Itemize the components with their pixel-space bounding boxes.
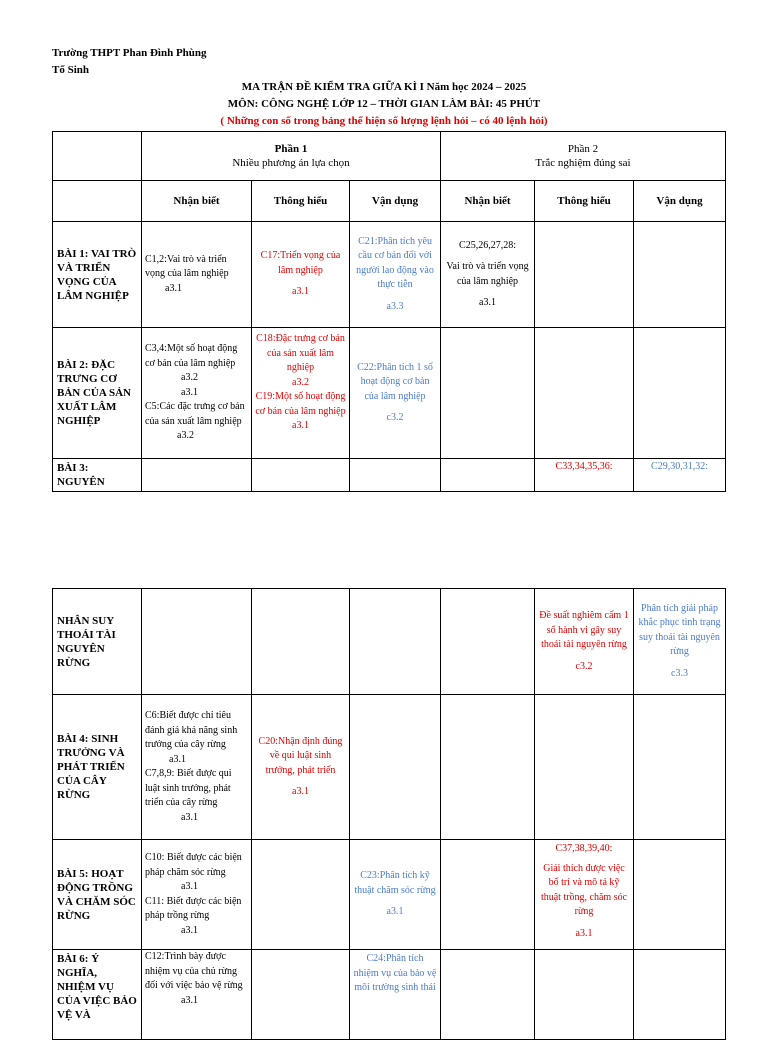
lesson-name: BÀI 1: VAI TRÒ VÀ TRIỂN VỌNG CỦA LÂM NGHIỆP (53, 222, 142, 328)
cell-code: a3.1 (292, 420, 309, 431)
lesson-name: BÀI 3: NGUYÊN (53, 459, 142, 492)
level-header: Nhận biết (441, 181, 535, 222)
cell-bai1-vd1 (350, 222, 441, 328)
table-row (53, 459, 726, 492)
empty-cell (252, 950, 350, 1040)
matrix-table-page1 (52, 131, 726, 492)
cell-text: C10: Biết được các biện pháp chăm sóc rừng (145, 852, 242, 878)
cell-text: C11: Biết được các biện pháp trồng rừng (145, 895, 242, 921)
cell-bai5-vd1 (350, 840, 441, 950)
empty-cell (634, 328, 726, 459)
cell-code: a3.2 (292, 376, 309, 388)
matrix-table-page2 (52, 588, 726, 1040)
empty-cell (252, 840, 350, 950)
cell-code: c3.2 (386, 412, 404, 423)
cell-text: C22:Phân tích 1 số hoạt động cơ bản của lâm nghiệp (357, 361, 433, 402)
lesson-name: BÀI 5: HOẠT ĐỘNG TRỒNG VÀ CHĂM SÓC RỪNG (53, 840, 142, 950)
empty-cell (441, 328, 535, 459)
cell-bai6-nb1 (142, 950, 252, 1040)
part1-subtitle: Nhiều phương án lựa chọn (232, 157, 350, 169)
cell-bai2-nb1 (142, 328, 252, 459)
cell-text: C1,2:Vai trò và triển vọng của lâm nghiệp (145, 253, 229, 280)
empty-cell (634, 222, 726, 328)
empty-cell (441, 950, 535, 1040)
cell-text: C12:Trình bày được nhiệm vụ của chủ rừng đối với việc bảo vệ rừng (145, 951, 243, 991)
lesson-name: BÀI 4: SINH TRƯỞNG VÀ PHÁT TRIỂN CỦA CÂY RỪNG (53, 695, 142, 840)
cell-text: C5:Các đặc trưng cơ bản của sản xuất lâm nghiệp (145, 401, 245, 427)
cell-code: a3.1 (575, 927, 593, 939)
empty-cell (252, 589, 350, 695)
empty-cell (252, 459, 350, 492)
part1-title: Phần 1 (274, 142, 308, 155)
level-header: Thông hiểu (535, 181, 634, 222)
part2-subtitle: Trắc nghiệm đúng sai (535, 157, 631, 169)
lesson-name: NHÂN SUY THOÁI TÀI NGUYÊN RỪNG (53, 589, 142, 695)
empty-cell (535, 222, 634, 328)
cell-bai4-th1 (252, 695, 350, 840)
part-header-row (53, 132, 726, 181)
cell-bai6-vd1: C24:Phân tích nhiệm vụ của bảo vệ môi trường sinh thái (350, 950, 441, 1040)
empty-cell (535, 950, 634, 1040)
group-name: Tổ Sinh (52, 64, 89, 76)
cell-text: Phân tích giải pháp khắc phục tình trạng suy thoái tài nguyên rừng (638, 602, 721, 658)
table-row (53, 695, 726, 840)
cell-text: C7,8,9: Biết được qui luật sinh trưởng, phát triển của cây rừng (145, 768, 232, 808)
cell-code: a3.3 (386, 300, 404, 312)
table-row (53, 328, 726, 459)
empty-cell (441, 589, 535, 695)
cell-code: a3.1 (181, 881, 198, 892)
part2-header (441, 132, 726, 181)
note-line: ( Những con số trong bảng thể hiện số lượng lệnh hỏi – có 40 lệnh hỏi) (220, 115, 548, 127)
part2-title: Phần 2 (567, 142, 599, 155)
empty-cell (142, 589, 252, 695)
cell-text: C18:Đặc trưng cơ bản của sản xuất lâm nghiệp (256, 333, 345, 373)
level-header-row (53, 181, 726, 222)
document-title: MA TRẬN ĐỀ KIỂM TRA GIỮA KÌ I Năm học 2024 – 2025 (241, 81, 527, 93)
table-row (53, 840, 726, 950)
cell-code: a3.1 (181, 924, 198, 936)
cell-code: a3.1 (292, 286, 309, 298)
cell-bai3-th2-detail (535, 589, 634, 695)
level-header: Vận dụng (350, 181, 441, 222)
cell-bai2-th1 (252, 328, 350, 459)
empty-cell (634, 950, 726, 1040)
empty-cell (634, 695, 726, 840)
level-header: Vận dụng (634, 181, 726, 222)
cell-bai3-th2: C33,34,35,36: (535, 459, 634, 492)
empty-level-cell (53, 181, 142, 222)
table-row (53, 589, 726, 695)
empty-cell (441, 695, 535, 840)
cell-bai3-vd2-detail (634, 589, 726, 695)
cell-code: a3.1 (181, 386, 198, 398)
lesson-name: BÀI 6: Ý NGHĨA, NHIỆM VỤ CỦA VIỆC BẢO VỆ VÀ (53, 950, 142, 1040)
cell-text: Vai trò và triển vọng của lâm nghiệp (446, 261, 529, 287)
empty-cell (441, 459, 535, 492)
subject-line: MÔN: CÔNG NGHỆ LỚP 12 – THỜI GIAN LÀM BÀI: 45 PHÚT (227, 98, 541, 110)
empty-cell (441, 840, 535, 950)
cell-code: a3.2 (181, 372, 198, 384)
empty-cell (350, 695, 441, 840)
empty-cell (634, 840, 726, 950)
school-name: Trường THPT Phan Đình Phùng (52, 47, 207, 59)
cell-bai1-nb1 (142, 222, 252, 328)
cell-text: C23:Phân tích kỹ thuật chăm sóc rừng (354, 870, 436, 896)
cell-code: a3.1 (165, 282, 182, 294)
cell-text: C19:Một số hoạt động cơ bản của lâm nghiệp (255, 391, 346, 417)
cell-bai5-nb1 (142, 840, 252, 950)
cell-text: C17:Triển vọng của lâm nghiệp (260, 250, 341, 276)
cell-head: C37,38,39,40: (555, 843, 613, 854)
cell-bai2-vd1 (350, 328, 441, 459)
cell-code: a3.1 (169, 753, 186, 765)
cell-bai3-vd2: C29,30,31,32: (634, 459, 726, 492)
table-row (53, 222, 726, 328)
cell-bai1-th1 (252, 222, 350, 328)
cell-text: Giải thích được việc bố trí và mô tả kỹ thuật trồng, chăm sóc rừng (540, 862, 628, 917)
level-header: Nhận biết (142, 181, 252, 222)
cell-text: C3,4:Một số hoạt động cơ bản của lâm nghiệp (145, 343, 238, 369)
level-header: Thông hiểu (252, 181, 350, 222)
cell-head: C25,26,27,28: (459, 239, 516, 251)
cell-code: a3.1 (292, 786, 309, 797)
lesson-name: BÀI 2: ĐẶC TRƯNG CƠ BẢN CỦA SẢN XUẤT LÂM NGHIỆP (53, 328, 142, 459)
cell-code: c3.3 (671, 667, 688, 679)
cell-code: a3.1 (181, 811, 198, 823)
empty-cell (350, 459, 441, 492)
empty-cell (142, 459, 252, 492)
part1-header (142, 132, 441, 181)
cell-bai1-nb2 (441, 222, 535, 328)
empty-cell (350, 589, 441, 695)
cell-text: C6:Biết được chỉ tiêu đánh giá khả năng sinh trưởng của cây rừng (145, 710, 238, 750)
cell-text: Đề suất nghiêm cấm 1 số hành vi gây suy thoái tài nguyên rừng (539, 610, 629, 650)
empty-cell (535, 328, 634, 459)
cell-text: C20:Nhận định đúng về qui luật sinh trưởng, phát triển (258, 735, 343, 776)
cell-code: c3.2 (575, 660, 593, 672)
cell-code: a3.1 (386, 906, 404, 918)
cell-text: C21:Phân tích yêu cầu cơ bản đối với người lao động vào thực tiễn (356, 235, 434, 291)
empty-corner-cell (53, 132, 142, 181)
cell-bai5-th2 (535, 840, 634, 950)
table-row (53, 950, 726, 1040)
cell-code: a3.1 (181, 994, 198, 1006)
empty-cell (535, 695, 634, 840)
cell-code: a3.2 (177, 430, 194, 442)
cell-bai4-nb1 (142, 695, 252, 840)
cell-code: a3.1 (479, 297, 496, 308)
